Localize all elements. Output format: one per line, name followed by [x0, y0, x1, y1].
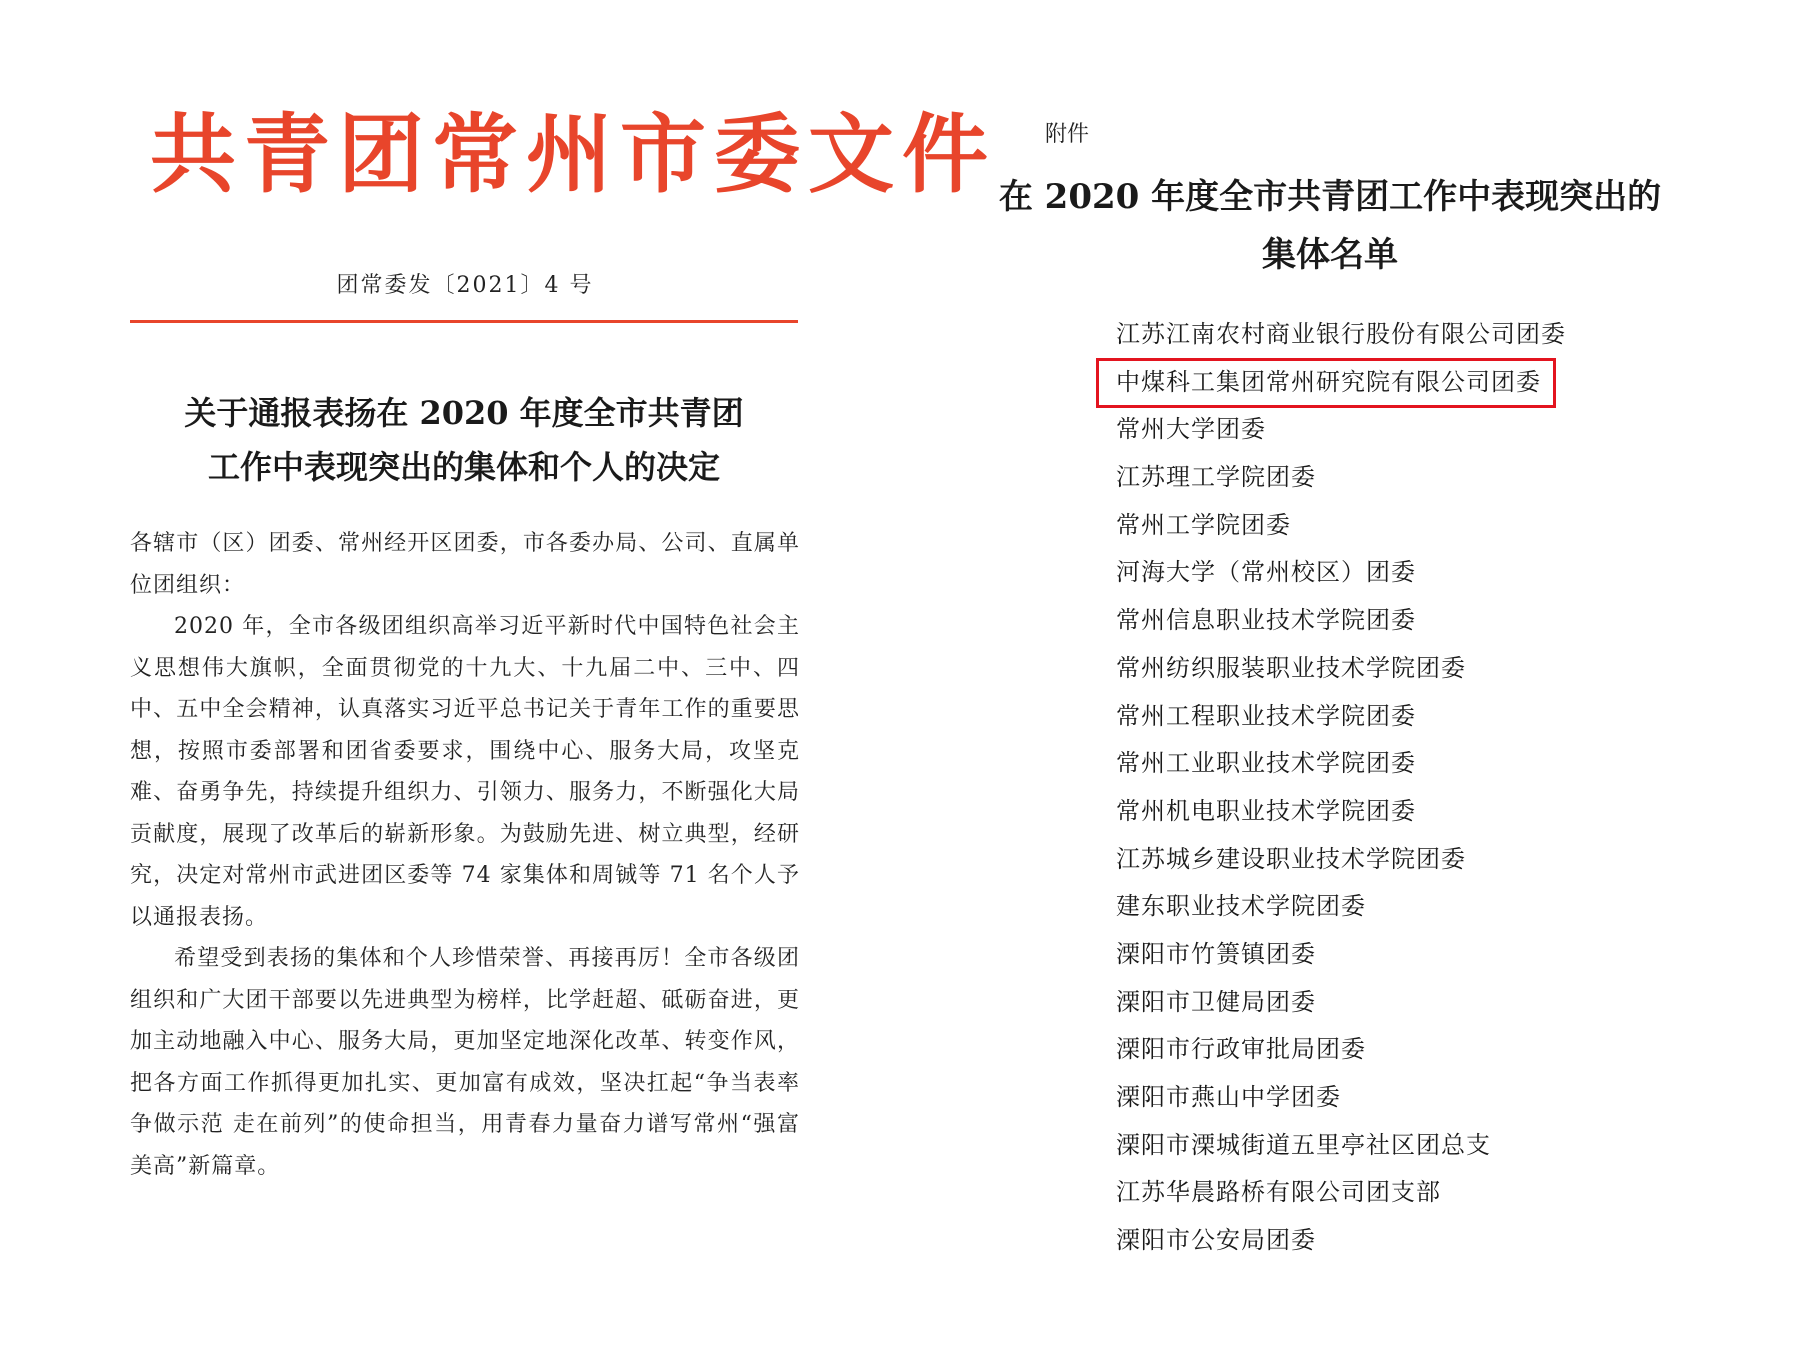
unit-list-item: 常州信息职业技术学院团委: [1116, 606, 1416, 635]
document-title-line-2: 工作中表现突出的集体和个人的决定: [207, 448, 720, 486]
right-page: [900, 0, 1800, 1350]
unit-list-item: 溧阳市公安局团委: [1116, 1226, 1316, 1255]
unit-list-item: 溧阳市竹箦镇团委: [1116, 939, 1316, 968]
unit-list-item: 江苏华晨路桥有限公司团支部: [1116, 1178, 1441, 1207]
document-body: [130, 523, 800, 1187]
unit-list-item: 常州大学团委: [1116, 415, 1266, 444]
unit-list-item: 建东职业技术学院团委: [1116, 892, 1366, 921]
document-header: 共青团常州市委文件: [150, 104, 996, 205]
unit-list-item: 常州纺织服装职业技术学院团委: [1116, 653, 1466, 682]
unit-list-item: 常州工程职业技术学院团委: [1116, 701, 1416, 730]
unit-list-item: 溧阳市燕山中学团委: [1116, 1083, 1341, 1111]
unit-list-item: 中煤科工集团常州研究院有限公司团委: [1116, 367, 1541, 396]
document-title: [130, 386, 798, 494]
unit-list-item: 常州工学院团委: [1116, 510, 1291, 539]
list-title-line-1: 在 2020 年度全市共青团工作中表现突出的: [998, 177, 1662, 217]
unit-list: [1116, 311, 1656, 1265]
body-paragraph-2: 希望受到表扬的集体和个人珍惜荣誉、再接再厉！全市各级团组织和广大团干部要以先进典型为榜样，比学赶超、砥砺奋进，更加主动地融入中心、服务大局，更加坚定地深化改革、转变作风，把各方面工作抓得更加扎实、更加富有成效，坚决扛起“争当表率 争做示范 走在前列”的使命担当，用青春力量奋力谱写常州“强富美高”新篇章。: [130, 946, 800, 1179]
list-title-line-2: 集体名单: [1262, 235, 1398, 275]
unit-list-item: 溧阳市行政审批局团委: [1116, 1035, 1366, 1064]
document-number: 团常委发〔2021〕4 号: [336, 273, 594, 298]
document-title-line-1: 关于通报表扬在 2020 年度全市共青团: [184, 394, 744, 432]
list-title: [980, 168, 1680, 284]
header-divider: [130, 320, 798, 323]
highlight-box: [1096, 358, 1556, 408]
unit-list-item: 常州工业职业技术学院团委: [1116, 749, 1416, 778]
unit-list-item: 常州机电职业技术学院团委: [1116, 796, 1416, 825]
unit-list-item: 溧阳市溧城街道五里亭社区团总支: [1116, 1130, 1491, 1159]
unit-list-item: 江苏江南农村商业银行股份有限公司团委: [1116, 320, 1566, 348]
unit-list-item: 江苏理工学院团委: [1116, 463, 1316, 492]
attachment-label: 附件: [1045, 122, 1090, 147]
unit-list-item: 河海大学（常州校区）团委: [1116, 558, 1416, 587]
unit-list-item: 江苏城乡建设职业技术学院团委: [1116, 844, 1466, 873]
unit-list-item: 溧阳市卫健局团委: [1116, 987, 1316, 1016]
body-paragraph-1: 2020 年，全市各级团组织高举习近平新时代中国特色社会主义思想伟大旗帜，全面贯彻党的十九大、十九届二中、三中、四中、五中全会精神，认真落实习近平总书记关于青年工作的重要思想，按照市委部署和团省委要求，围绕中心、服务大局，攻坚克难、奋勇争先，持续提升组织力、引领力、服务力，不断强化大局贡献度，展现了改革后的崭新形象。为鼓励先进、树立典型，经研究，决定对常州市武进团区委等 74 家集体和周铖等 71 名个人予以通报表扬。: [130, 614, 800, 930]
salutation: 各辖市（区）团委、常州经开区团委，市各委办局、公司、直属单位团组织：: [130, 531, 800, 598]
